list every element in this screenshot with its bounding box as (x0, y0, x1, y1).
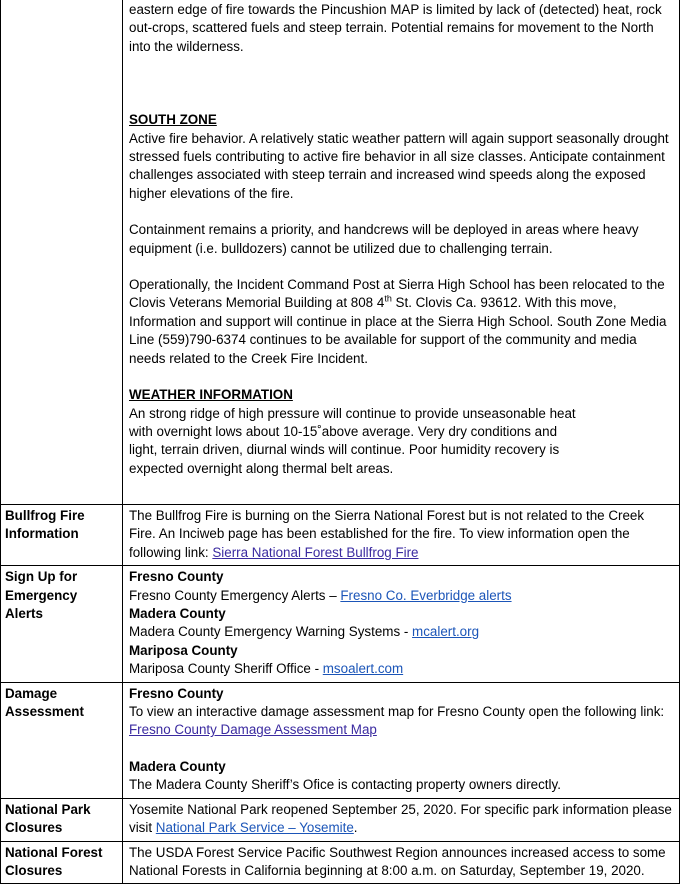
bullfrog-link[interactable]: Sierra National Forest Bullfrog Fire (212, 544, 419, 560)
row-content: Yosemite National Park reopened September 25, 2020. For specific park information please visit National Park Service – Yosemite. (123, 798, 680, 841)
south-zone-paragraph: Active fire behavior. A relatively static weather pattern will again support seasonally drought stressed fuels contributing to active fire behavior in all size classes. Anticipate containment challenges associated with steep terrain and increased wind speeds along the exposed higher elevations of the fire. (129, 130, 669, 201)
county-heading: Fresno County (129, 685, 224, 701)
south-zone-heading: SOUTH ZONE (129, 112, 217, 128)
county-heading: Madera County (129, 758, 226, 774)
table-row (1, 682, 680, 798)
row-label: National Park Closures (1, 798, 123, 841)
row-content: The USDA Forest Service Pacific Southwest Region announces increased access to some National Forests in California beginning at 8:00 a.m. on Saturday, September 19, 2020. (123, 841, 680, 884)
row-content: Fresno County Fresno County Emergency Alerts – Fresno Co. Everbridge alerts Madera County Madera County Emergency Warning Systems - mcalert.org Mariposa County Mariposa County Sheriff Office - msoalert.com (123, 566, 680, 682)
madera-alerts-link[interactable]: mcalert.org (412, 624, 480, 640)
row-content: Fresno County To view an interactive damage assessment map for Fresno County open the following link: Fresno County Damage Assessment Map Madera County The Madera County Sheriff’s Ofice is contacting property owners directly. (123, 682, 680, 798)
table-row (1, 0, 680, 505)
weather-line: light, terrain driven, diurnal winds will continue. Poor humidity recovery is (129, 442, 560, 458)
yosemite-link[interactable]: National Park Service – Yosemite (155, 820, 354, 836)
weather-line: with overnight lows about 10-15˚above average. Very dry conditions and (129, 423, 558, 439)
county-heading: Mariposa County (129, 642, 238, 658)
fresno-alerts-link[interactable]: Fresno Co. Everbridge alerts (340, 587, 512, 603)
row-label: Damage Assessment (1, 682, 123, 798)
row-label-empty (1, 0, 123, 505)
south-zone-paragraph: Containment remains a priority, and handcrews will be deployed in areas where heavy equipment (i.e. bulldozers) cannot be utilized due to challenging terrain. (129, 222, 639, 256)
county-heading: Fresno County (129, 569, 224, 585)
row-label: National Forest Closures (1, 841, 123, 884)
row-label: Bullfrog Fire Information (1, 505, 123, 566)
mariposa-alerts-link[interactable]: msoalert.com (322, 661, 404, 677)
north-zone-paragraph: eastern edge of fire towards the Pincushion MAP is limited by lack of (detected) heat, rock out-crops, scattered fuels and steep terrain. Potential remains for movement to the North into the wilderness. (129, 2, 662, 54)
table-row (1, 841, 680, 884)
county-heading: Madera County (129, 606, 226, 622)
damage-map-link[interactable]: Fresno County Damage Assessment Map (129, 722, 377, 738)
weather-heading: WEATHER INFORMATION (129, 387, 293, 403)
row-label: Sign Up for Emergency Alerts (1, 566, 123, 682)
row-content: The Bullfrog Fire is burning on the Sierra National Forest but is not related to the Creek Fire. An Inciweb page has been established for the fire. To view information open the following link: Sierra National Forest Bullfrog Fire (123, 505, 680, 566)
weather-line: An strong ridge of high pressure will continue to provide unseasonable heat (129, 405, 576, 421)
weather-line: expected overnight along thermal belt areas. (129, 460, 394, 476)
madera-damage-text: The Madera County Sheriff’s Ofice is contacting property owners directly. (129, 777, 561, 793)
table-row (1, 798, 680, 841)
table-row (1, 566, 680, 682)
south-zone-paragraph: Operationally, the Incident Command Post at Sierra High School has been relocated to the Clovis Veterans Memorial Building at 808 4th St. Clovis Ca. 93612. With this move, Information and support will continue in place at the Sierra High School. South Zone Media Line (559)790-6374 continues to be available for support of the community and media needs related to the Creek Fire Incident. (129, 277, 667, 366)
row-content (123, 0, 680, 505)
table-row (1, 505, 680, 566)
